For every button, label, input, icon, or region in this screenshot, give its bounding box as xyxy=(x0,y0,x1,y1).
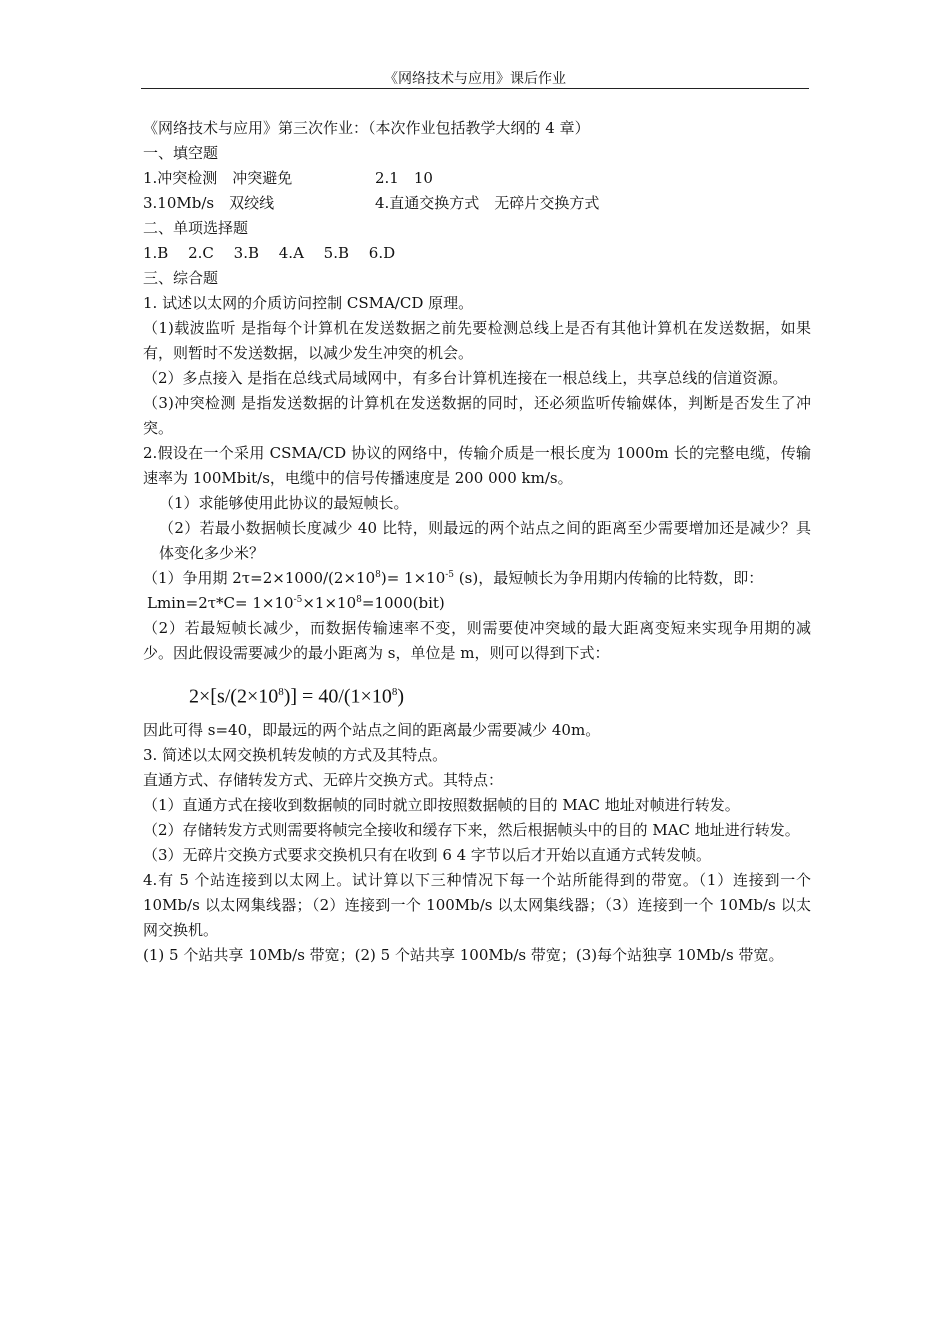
q2-sub-question-2 xyxy=(143,516,811,566)
q2-conclusion: 因此可得 s=40，即最远的两个站点之间的距离最少需要减少 40m。 xyxy=(143,721,601,739)
q2-lmin-post: =1000(bit) xyxy=(361,594,445,612)
assignment-intro: 《网络技术与应用》第三次作业：（本次作业包括教学大纲的 4 章） xyxy=(143,119,590,137)
q2-a1-exp1: 8 xyxy=(375,570,381,580)
q2-lmin-mid: ×1×10 xyxy=(302,594,357,612)
q2-a1-pre: （1）争用期 2τ=2×1000/(2×10 xyxy=(143,569,376,587)
formula-part-b: )] = 40/(1×10 xyxy=(283,685,392,708)
q2-sub-question-1: （1）求能够使用此协议的最短帧长。 xyxy=(159,494,409,512)
question-3: 3. 简述以太网交换机转发帧的方式及其特点。 xyxy=(143,746,448,764)
choice-answers: 1.B 2.C 3.B 4.A 5.B 6.D xyxy=(143,244,396,262)
q2-lmin-exp2: 8 xyxy=(356,595,362,605)
section-heading-comprehensive: 三、综合题 xyxy=(143,269,219,287)
q1-answer-2: （2）多点接入 是指在总线式局域网中，有多台计算机连接在一根总线上，共享总线的信道资源。 xyxy=(143,369,788,387)
formula-exp-1: 8 xyxy=(278,686,284,698)
section-heading-choice: 二、单项选择题 xyxy=(143,219,249,237)
q2-a1-exp2: -5 xyxy=(445,570,455,580)
q2-formula xyxy=(143,666,811,718)
q2-sub-question-2-text: （2）若最小数据帧长度减少 40 比特，则最远的两个站点之间的距离至少需要增加还是减少？具体变化多少米？ xyxy=(159,519,811,562)
formula-part-a: 2×[s/(2×10 xyxy=(189,685,279,708)
formula-exp-2: 8 xyxy=(391,686,398,698)
section-heading-fill-blank: 一、填空题 xyxy=(143,144,219,162)
q1-answer-1: （1)载波监听 是指每个计算机在发送数据之前先要检测总线上是否有其他计算机在发送数据，如果有，则暂时不发送数据，以减少发生冲突的机会。 xyxy=(143,319,811,362)
header-divider xyxy=(141,88,809,89)
formula-part-c: ) xyxy=(397,685,404,708)
q2-a1-post: (s)，最短帧长为争用期内传输的比特数，即： xyxy=(454,569,764,587)
q2-a1-mid: )= 1×10 xyxy=(380,569,446,587)
q2-answer-1 xyxy=(143,566,811,591)
fill-blank-row-2 xyxy=(143,191,811,216)
question-4: 4.有 5 个站连接到以太网上。试计算以下三种情况下每一个站所能得到的带宽。（1）连接到一个 10Mb/s 以太网集线器；（2）连接到一个 100Mb/s 以太网集线器；（3）连接到一个 10Mb/s 以太网交换机。 xyxy=(143,871,811,939)
question-1: 1. 试述以太网的介质访问控制 CSMA/CD 原理。 xyxy=(143,294,474,312)
q3-answer-1: （1）直通方式在接收到数据帧的同时就立即按照数据帧的目的 MAC 地址对帧进行转发。 xyxy=(143,796,740,814)
q3-answer-3: （3）无碎片交换方式要求交换机只有在收到 6 4 字节以后才开始以直通方式转发帧。 xyxy=(143,846,711,864)
fill-blank-answer-4: 4.直通交换方式 无碎片交换方式 xyxy=(375,194,600,212)
fill-blank-answer-3: 3.10Mb/s 双绞线 xyxy=(143,194,275,212)
q1-answer-3: （3)冲突检测 是指发送数据的计算机在发送数据的同时，还必须监听传输媒体，判断是否发生了冲突。 xyxy=(143,394,811,437)
q2-lmin-exp1: -5 xyxy=(293,595,303,605)
q3-answer-2: （2）存储转发方式则需要将帧完全接收和缓存下来，然后根据帧头中的目的 MAC 地址进行转发。 xyxy=(143,821,800,839)
q2-answer-2: （2）若最短帧长减少，而数据传输速率不变，则需要使冲突域的最大距离变短来实现争用期的减少。因此假设需要减少的最小距离为 s，单位是 m，则可以得到下式： xyxy=(143,619,811,662)
fill-blank-answer-2: 2.1 10 xyxy=(375,169,433,187)
q2-lmin-line xyxy=(143,591,811,616)
fill-blank-answer-1: 1.冲突检测 冲突避免 xyxy=(143,169,293,187)
q4-answer: (1) 5 个站共享 10Mb/s 带宽；(2) 5 个站共享 100Mb/s 带宽；(3)每个站独享 10Mb/s 带宽。 xyxy=(143,946,784,964)
document-body xyxy=(143,116,811,968)
question-2: 2.假设在一个采用 CSMA/CD 协议的网络中，传输介质是一根长度为 1000m 长的完整电缆，传输速率为 100Mbit/s，电缆中的信号传播速度是 200 000 km/s。 xyxy=(143,444,811,487)
page-header-title: 《网络技术与应用》课后作业 xyxy=(384,71,566,87)
q2-lmin-pre: Lmin=2τ*C= 1×10 xyxy=(147,594,294,612)
q3-intro: 直通方式、存储转发方式、无碎片交换方式。其特点： xyxy=(143,771,504,789)
fill-blank-row-1 xyxy=(143,166,811,191)
